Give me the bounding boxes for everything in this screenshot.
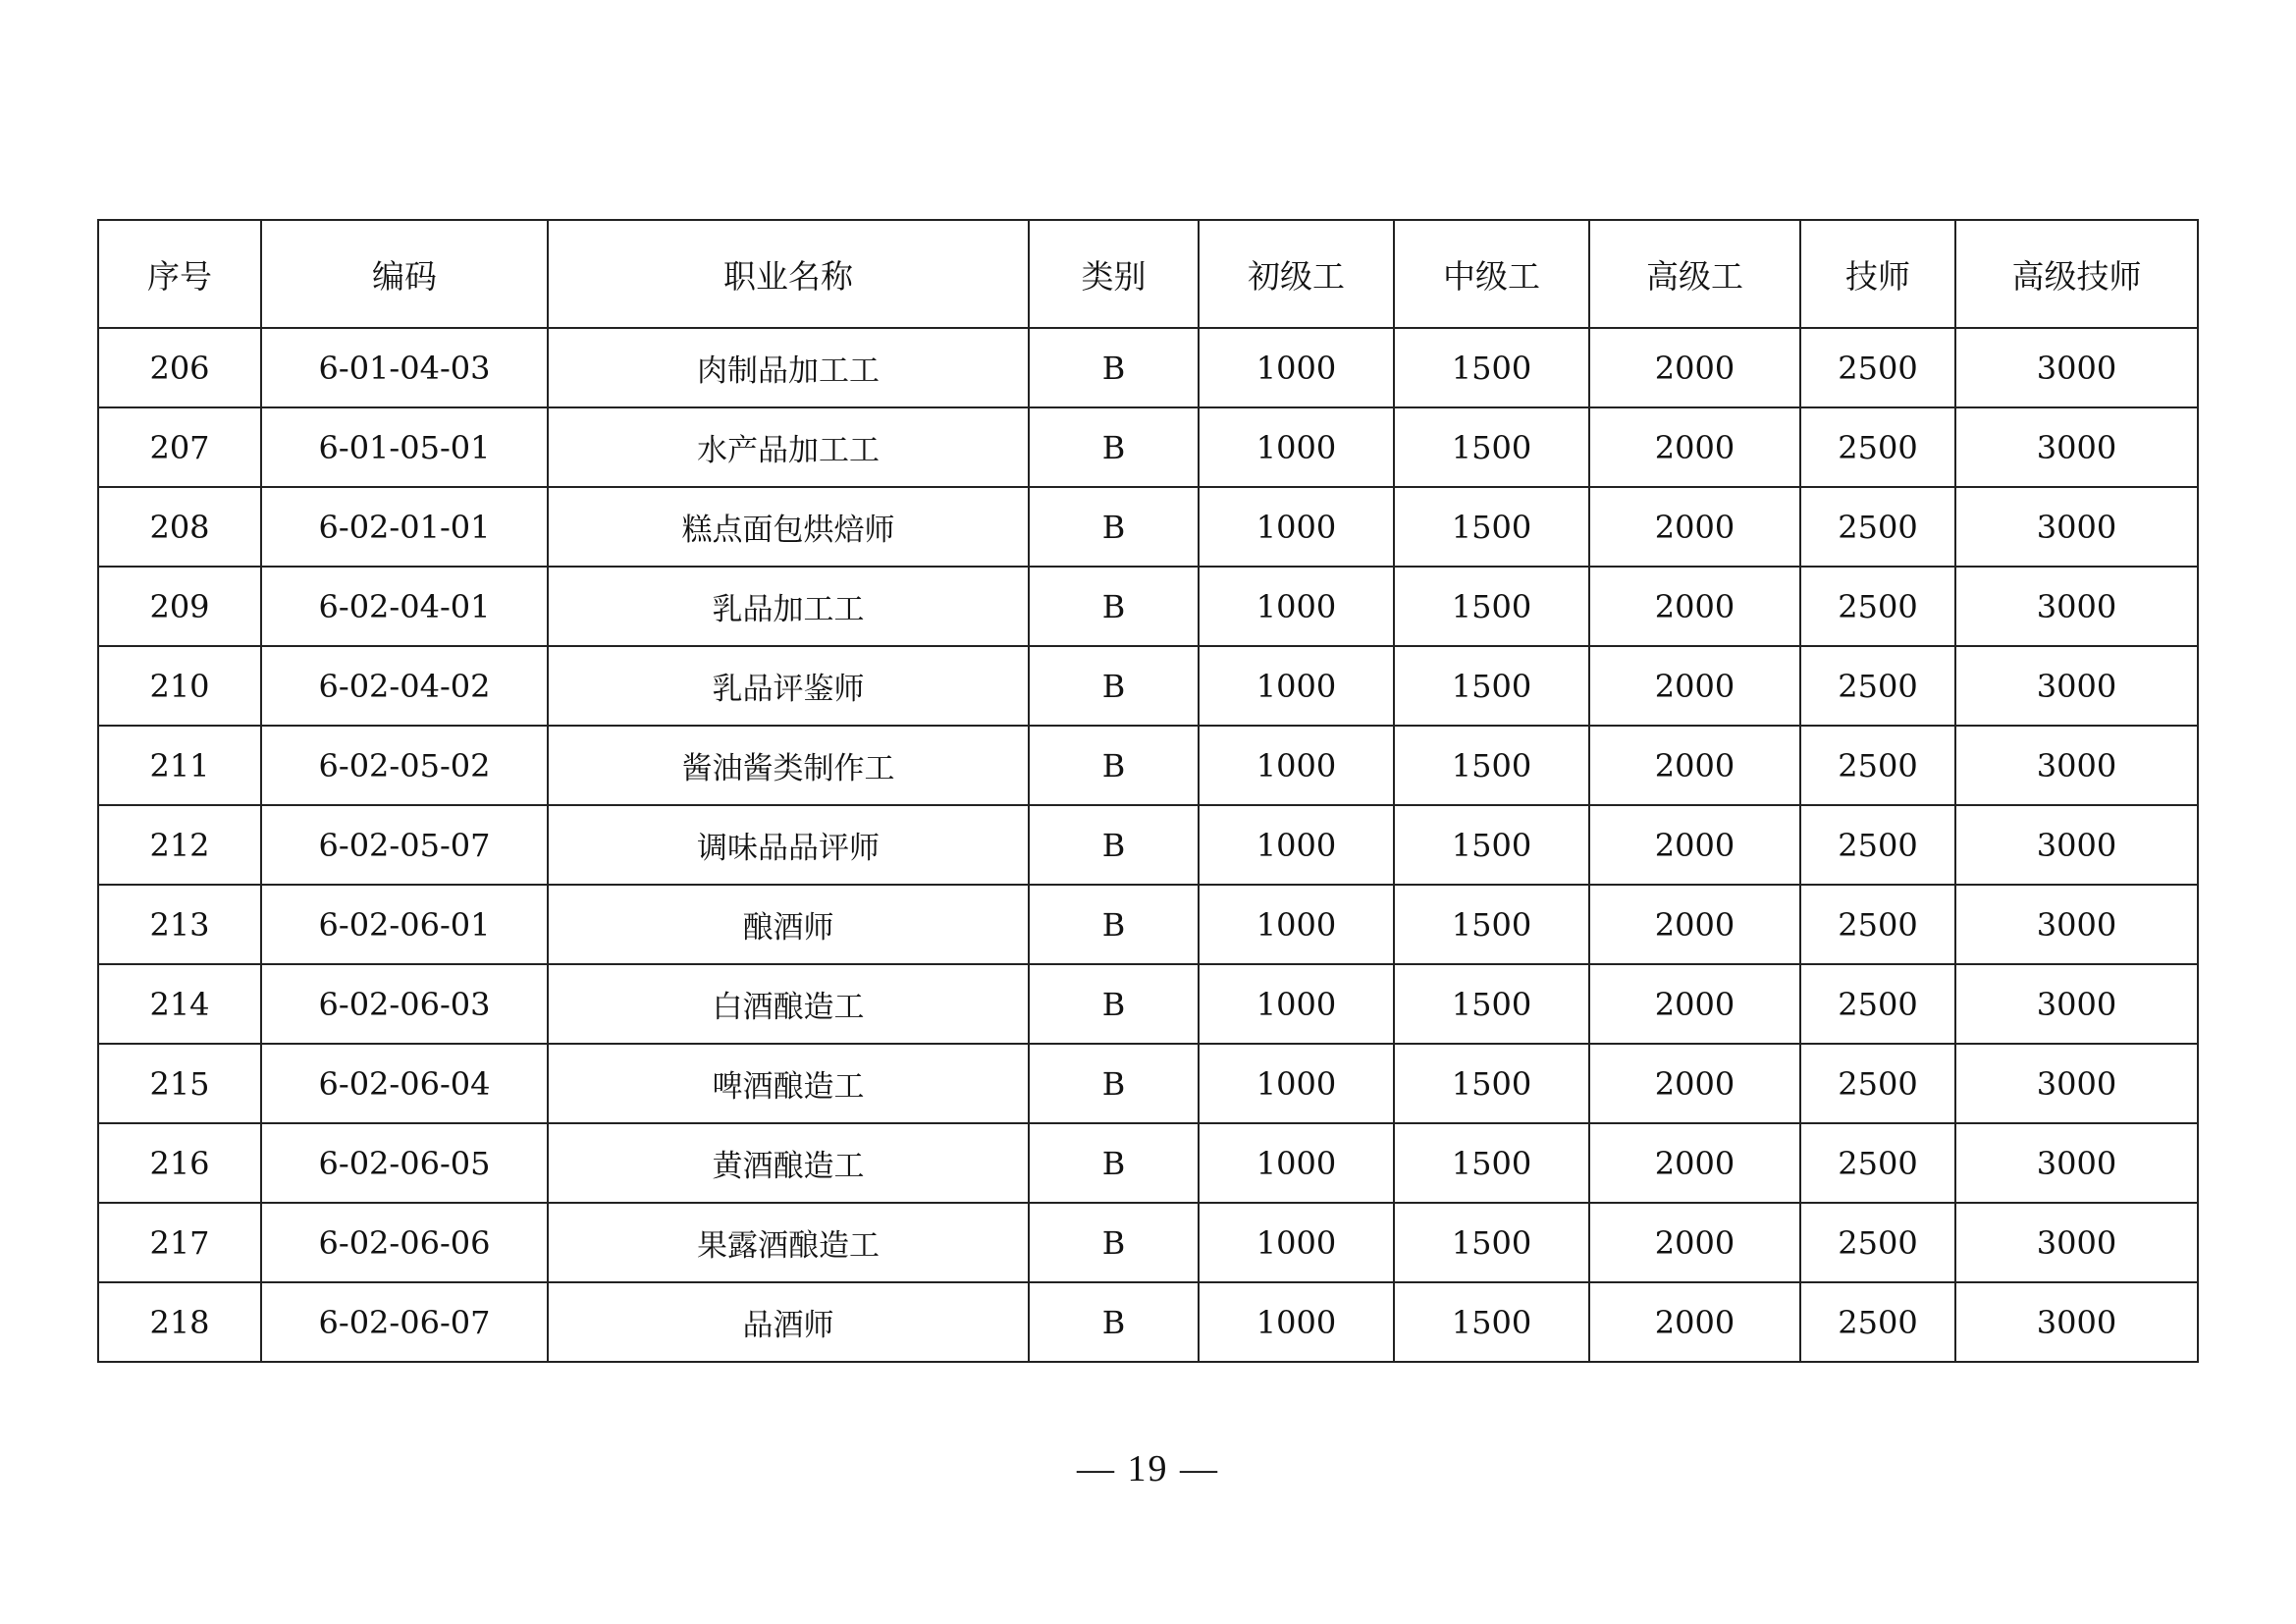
cell-serial: 215 (98, 1044, 261, 1123)
cell-technician: 2500 (1800, 487, 1955, 567)
cell-intermediate: 1500 (1394, 1123, 1589, 1203)
cell-intermediate: 1500 (1394, 885, 1589, 964)
table-row (98, 646, 2198, 726)
cell-senior: 2000 (1589, 328, 1800, 407)
cell-senior: 2000 (1589, 487, 1800, 567)
cell-junior: 1000 (1199, 567, 1394, 646)
cell-senior: 2000 (1589, 885, 1800, 964)
cell-code: 6-02-06-05 (261, 1123, 548, 1203)
cell-senior-technician: 3000 (1955, 407, 2198, 487)
cell-senior-technician: 3000 (1955, 1282, 2198, 1362)
table-row (98, 567, 2198, 646)
cell-senior-technician: 3000 (1955, 726, 2198, 805)
table-row (98, 1044, 2198, 1123)
cell-code: 6-02-06-07 (261, 1282, 548, 1362)
cell-intermediate: 1500 (1394, 964, 1589, 1044)
cell-senior: 2000 (1589, 1123, 1800, 1203)
table-row (98, 964, 2198, 1044)
cell-code: 6-01-04-03 (261, 328, 548, 407)
cell-technician: 2500 (1800, 1044, 1955, 1123)
cell-junior: 1000 (1199, 885, 1394, 964)
occupation-subsidy-table (97, 219, 2199, 1363)
cell-intermediate: 1500 (1394, 646, 1589, 726)
cell-senior: 2000 (1589, 726, 1800, 805)
cell-technician: 2500 (1800, 407, 1955, 487)
cell-code: 6-02-05-02 (261, 726, 548, 805)
cell-senior: 2000 (1589, 1282, 1800, 1362)
cell-junior: 1000 (1199, 726, 1394, 805)
cell-junior: 1000 (1199, 1282, 1394, 1362)
cell-senior-technician: 3000 (1955, 805, 2198, 885)
cell-senior-technician: 3000 (1955, 1203, 2198, 1282)
cell-occupation-name: 乳品评鉴师 (548, 646, 1029, 726)
cell-serial: 206 (98, 328, 261, 407)
table-row (98, 1282, 2198, 1362)
cell-senior: 2000 (1589, 646, 1800, 726)
cell-technician: 2500 (1800, 646, 1955, 726)
cell-category: B (1029, 567, 1199, 646)
table-row (98, 1123, 2198, 1203)
table-header-row (98, 220, 2198, 328)
cell-serial: 216 (98, 1123, 261, 1203)
table-body (98, 328, 2198, 1362)
cell-occupation-name: 乳品加工工 (548, 567, 1029, 646)
cell-senior-technician: 3000 (1955, 328, 2198, 407)
cell-technician: 2500 (1800, 885, 1955, 964)
cell-intermediate: 1500 (1394, 567, 1589, 646)
cell-serial: 211 (98, 726, 261, 805)
cell-code: 6-02-06-06 (261, 1203, 548, 1282)
cell-serial: 218 (98, 1282, 261, 1362)
cell-senior: 2000 (1589, 407, 1800, 487)
table-row (98, 407, 2198, 487)
header-technician: 技师 (1800, 220, 1955, 328)
cell-category: B (1029, 328, 1199, 407)
table-row (98, 1203, 2198, 1282)
cell-junior: 1000 (1199, 805, 1394, 885)
cell-junior: 1000 (1199, 1123, 1394, 1203)
table-row (98, 726, 2198, 805)
cell-intermediate: 1500 (1394, 1044, 1589, 1123)
cell-code: 6-02-06-03 (261, 964, 548, 1044)
cell-code: 6-02-01-01 (261, 487, 548, 567)
cell-serial: 210 (98, 646, 261, 726)
cell-junior: 1000 (1199, 1044, 1394, 1123)
cell-occupation-name: 啤酒酿造工 (548, 1044, 1029, 1123)
cell-intermediate: 1500 (1394, 487, 1589, 567)
header-serial: 序号 (98, 220, 261, 328)
cell-category: B (1029, 1123, 1199, 1203)
cell-serial: 217 (98, 1203, 261, 1282)
header-senior-technician: 高级技师 (1955, 220, 2198, 328)
cell-senior-technician: 3000 (1955, 1044, 2198, 1123)
cell-category: B (1029, 1282, 1199, 1362)
cell-category: B (1029, 407, 1199, 487)
cell-serial: 212 (98, 805, 261, 885)
table-row (98, 885, 2198, 964)
cell-code: 6-02-06-01 (261, 885, 548, 964)
cell-senior-technician: 3000 (1955, 567, 2198, 646)
cell-intermediate: 1500 (1394, 407, 1589, 487)
cell-occupation-name: 品酒师 (548, 1282, 1029, 1362)
table-row (98, 487, 2198, 567)
cell-technician: 2500 (1800, 567, 1955, 646)
table-row (98, 805, 2198, 885)
header-occupation-name: 职业名称 (548, 220, 1029, 328)
cell-intermediate: 1500 (1394, 805, 1589, 885)
cell-intermediate: 1500 (1394, 1282, 1589, 1362)
cell-occupation-name: 果露酒酿造工 (548, 1203, 1029, 1282)
header-code: 编码 (261, 220, 548, 328)
cell-occupation-name: 肉制品加工工 (548, 328, 1029, 407)
cell-technician: 2500 (1800, 1123, 1955, 1203)
cell-occupation-name: 黄酒酿造工 (548, 1123, 1029, 1203)
cell-technician: 2500 (1800, 328, 1955, 407)
cell-code: 6-01-05-01 (261, 407, 548, 487)
cell-technician: 2500 (1800, 1203, 1955, 1282)
cell-category: B (1029, 1044, 1199, 1123)
cell-intermediate: 1500 (1394, 1203, 1589, 1282)
cell-occupation-name: 酱油酱类制作工 (548, 726, 1029, 805)
cell-intermediate: 1500 (1394, 328, 1589, 407)
header-junior: 初级工 (1199, 220, 1394, 328)
cell-intermediate: 1500 (1394, 726, 1589, 805)
cell-technician: 2500 (1800, 805, 1955, 885)
cell-senior: 2000 (1589, 1044, 1800, 1123)
cell-category: B (1029, 487, 1199, 567)
cell-serial: 208 (98, 487, 261, 567)
cell-senior: 2000 (1589, 805, 1800, 885)
page-number: — 19 — (1077, 1448, 1219, 1489)
cell-serial: 207 (98, 407, 261, 487)
cell-category: B (1029, 646, 1199, 726)
cell-technician: 2500 (1800, 964, 1955, 1044)
cell-occupation-name: 调味品品评师 (548, 805, 1029, 885)
cell-senior-technician: 3000 (1955, 1123, 2198, 1203)
header-senior: 高级工 (1589, 220, 1800, 328)
cell-category: B (1029, 805, 1199, 885)
cell-category: B (1029, 885, 1199, 964)
cell-senior: 2000 (1589, 964, 1800, 1044)
cell-senior-technician: 3000 (1955, 487, 2198, 567)
cell-senior: 2000 (1589, 567, 1800, 646)
cell-senior-technician: 3000 (1955, 885, 2198, 964)
cell-junior: 1000 (1199, 1203, 1394, 1282)
cell-category: B (1029, 1203, 1199, 1282)
cell-code: 6-02-04-01 (261, 567, 548, 646)
cell-senior-technician: 3000 (1955, 646, 2198, 726)
cell-code: 6-02-04-02 (261, 646, 548, 726)
cell-senior-technician: 3000 (1955, 964, 2198, 1044)
cell-category: B (1029, 726, 1199, 805)
cell-code: 6-02-06-04 (261, 1044, 548, 1123)
cell-serial: 214 (98, 964, 261, 1044)
cell-junior: 1000 (1199, 328, 1394, 407)
cell-occupation-name: 糕点面包烘焙师 (548, 487, 1029, 567)
cell-occupation-name: 白酒酿造工 (548, 964, 1029, 1044)
header-category: 类别 (1029, 220, 1199, 328)
cell-category: B (1029, 964, 1199, 1044)
table-row (98, 328, 2198, 407)
cell-senior: 2000 (1589, 1203, 1800, 1282)
cell-technician: 2500 (1800, 726, 1955, 805)
cell-technician: 2500 (1800, 1282, 1955, 1362)
cell-junior: 1000 (1199, 487, 1394, 567)
cell-occupation-name: 酿酒师 (548, 885, 1029, 964)
cell-junior: 1000 (1199, 964, 1394, 1044)
header-intermediate: 中级工 (1394, 220, 1589, 328)
cell-serial: 213 (98, 885, 261, 964)
cell-occupation-name: 水产品加工工 (548, 407, 1029, 487)
cell-junior: 1000 (1199, 646, 1394, 726)
cell-junior: 1000 (1199, 407, 1394, 487)
cell-code: 6-02-05-07 (261, 805, 548, 885)
cell-serial: 209 (98, 567, 261, 646)
